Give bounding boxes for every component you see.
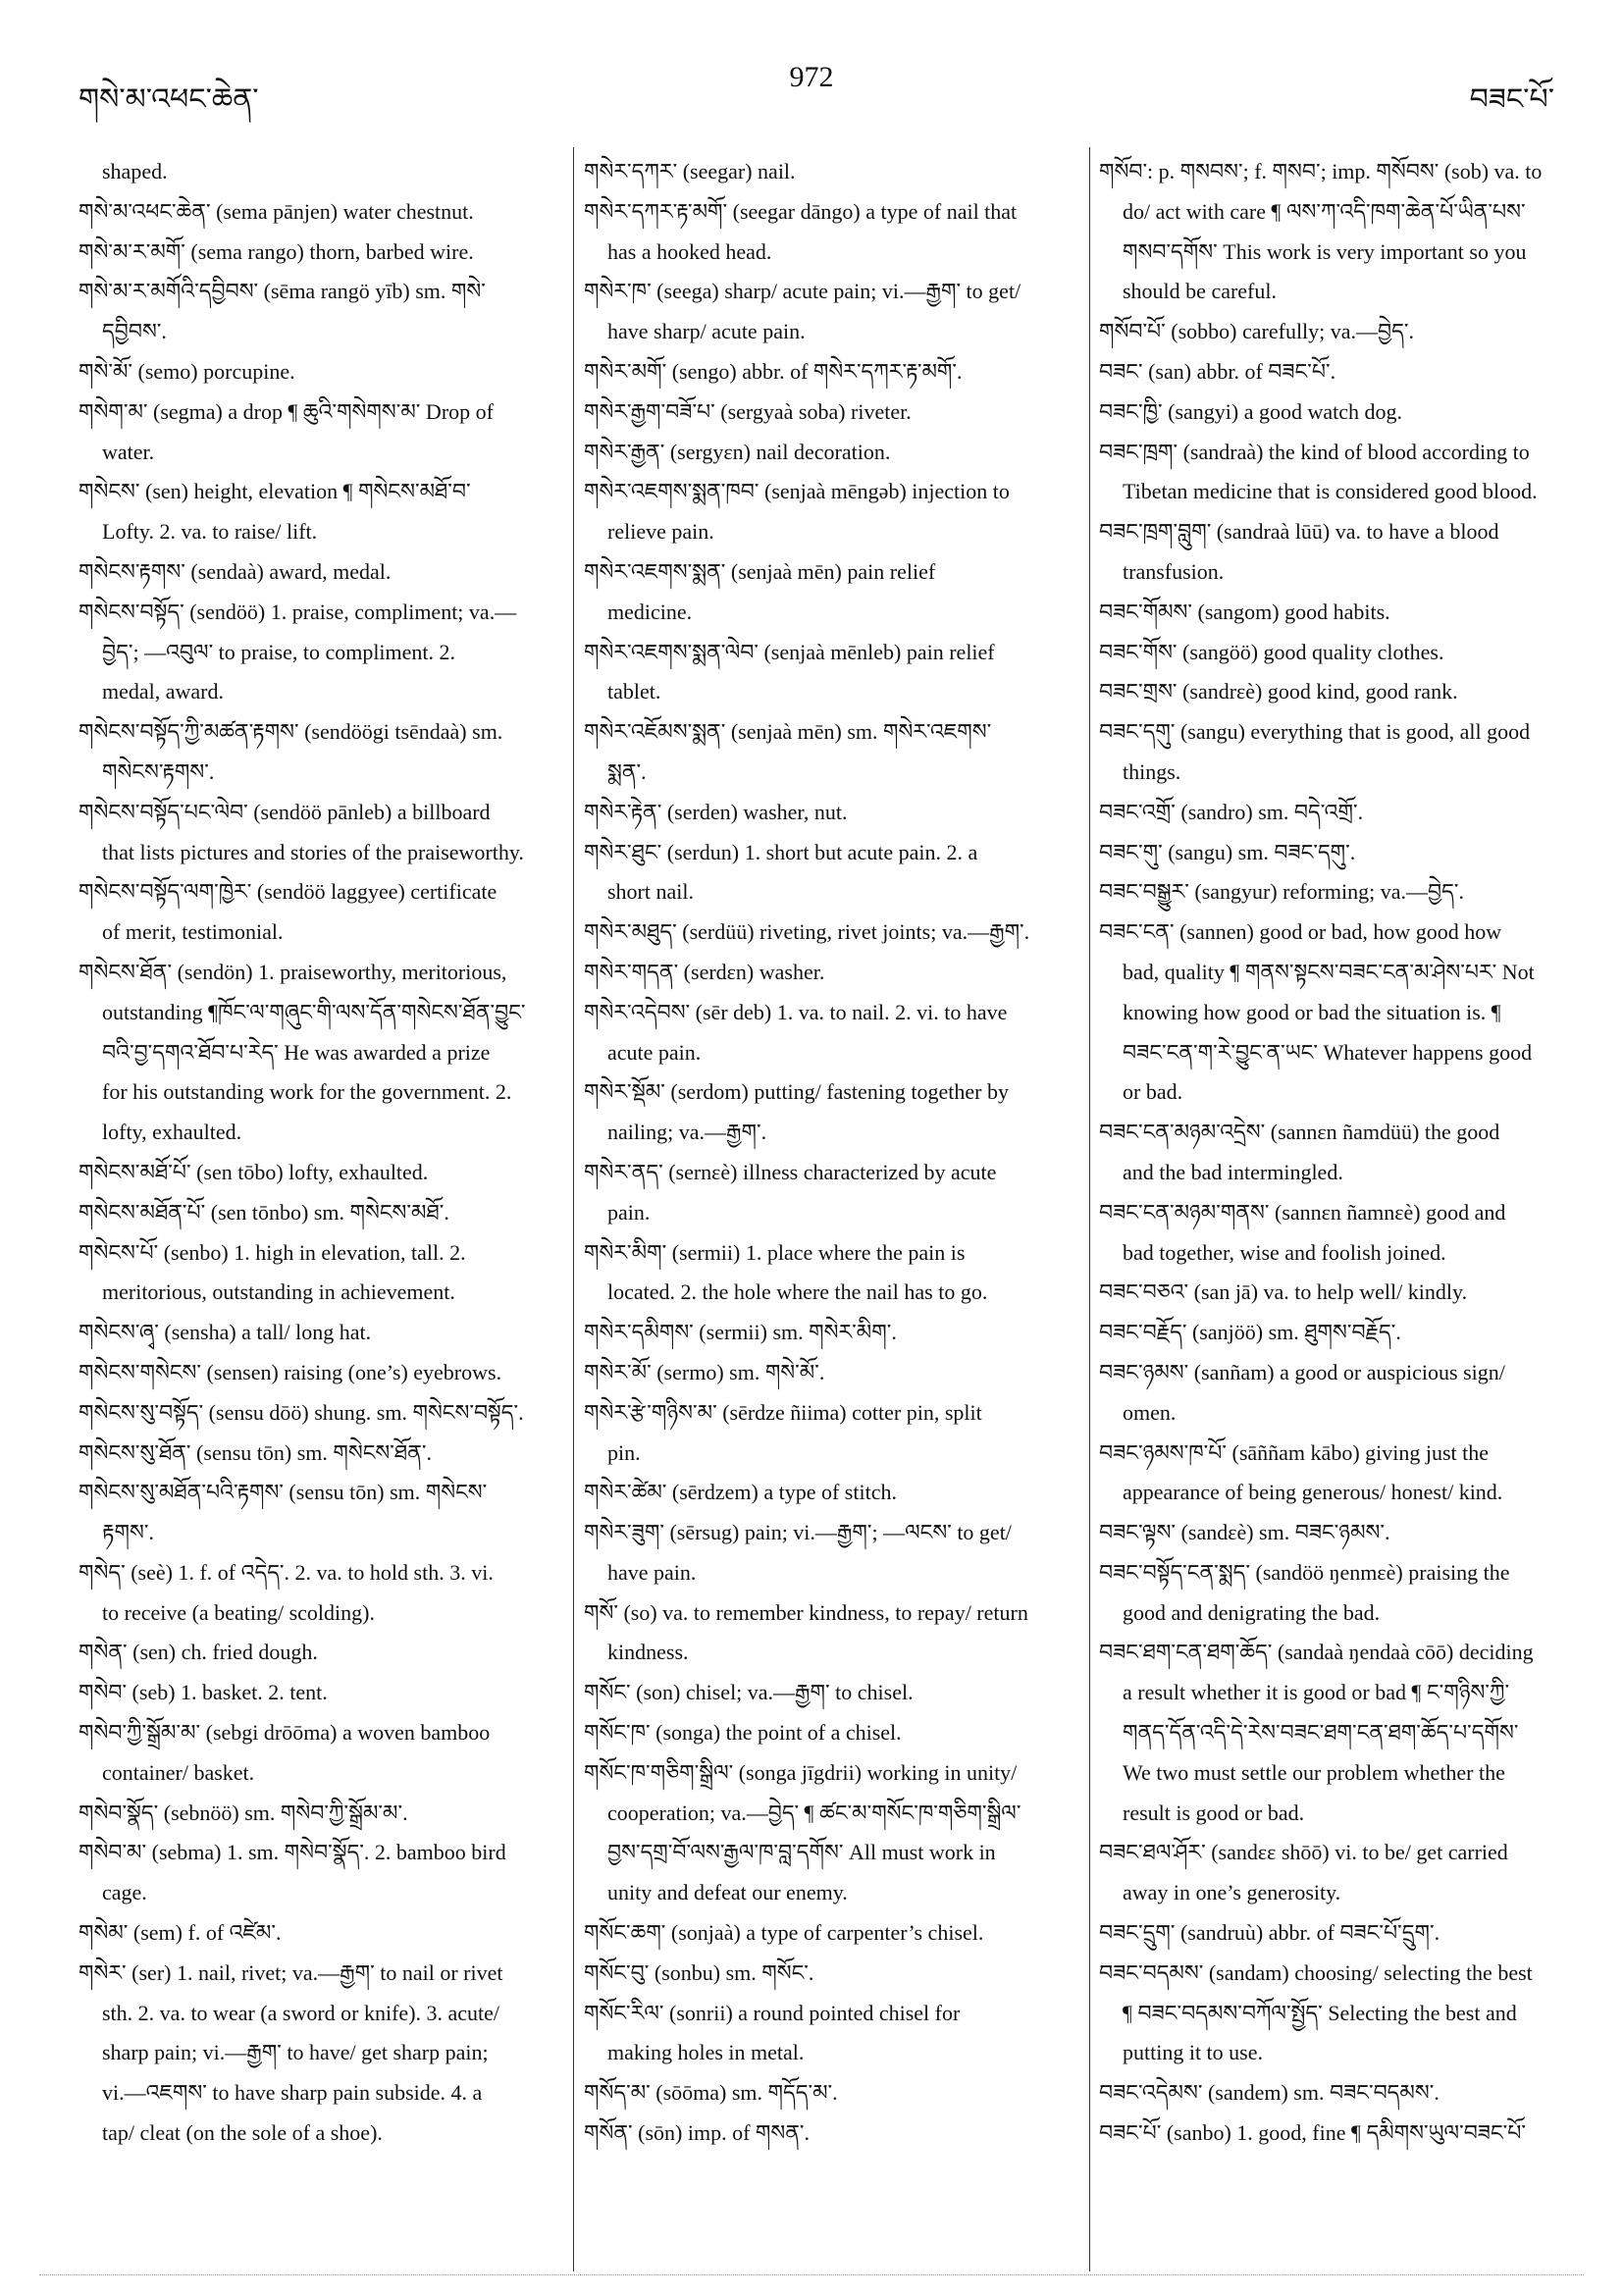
entry-headword-line: གསོང་ (son) chisel; va.—རྒྱག་ to chisel. — [584, 1680, 914, 1705]
entry-headword-line: གསེངས་བསྟོད་ལག་ཁྱེར་ (sendöö laggyee) certificate — [79, 879, 497, 905]
entry-continuation-line: We two must settle our problem whether the — [1123, 1759, 1505, 1785]
entry-headword-line: བཟང་ཐལ་ཤོར་ (sandεε shōō) vi. to be/ get carried — [1099, 1840, 1508, 1865]
entry-headword-line: གསོབ་པོ་ (sobbo) carefully; va.—བྱེད་. — [1099, 319, 1415, 344]
page-bottom-edge — [39, 2274, 1584, 2275]
entry-headword-line: གསེར་རྒྱན་ (sergyεn) nail decoration. — [584, 439, 891, 464]
entry-continuation-line: transfusion. — [1123, 558, 1225, 584]
entry-continuation-line: and the bad intermingled. — [1123, 1159, 1343, 1184]
entry-continuation-line: གསེངས་རྟགས་. — [102, 758, 215, 784]
entry-headword-line: གསོབ་: p. གསབས་; f. གསབ་; imp. གསོབས་ (sob) va. to — [1099, 159, 1543, 183]
entry-headword-line: བཟང་ཁྲག་ (sandraà) the kind of blood according to — [1099, 439, 1530, 464]
entry-continuation-line: things. — [1123, 758, 1181, 784]
entry-headword-line: གསེངས་བསྟོད་ (sendöö) 1. praise, compliment; va.— — [79, 599, 517, 624]
entry-headword-line: བཟང་ (san) abbr. of བཟང་པོ་. — [1099, 358, 1336, 384]
entry-continuation-line: result is good or bad. — [1123, 1800, 1305, 1825]
entry-headword-line: གསེངས་མཐོ་པོ་ (sen tōbo) lofty, exhaulted. — [79, 1159, 429, 1184]
entry-continuation-line: should be careful. — [1123, 279, 1277, 304]
entry-headword-line: གསེངས་སུ་བསྟོད་ (sensu dōö) shung. sm. གསེངས་བསྟོད་. — [79, 1399, 524, 1425]
entry-headword-line: གསེན་ (sen) ch. fried dough. — [79, 1640, 318, 1665]
running-head-right: བཟང་པོ་ — [1469, 83, 1554, 116]
entry-continuation-line: of merit, testimonial. — [102, 919, 284, 945]
entry-headword-line: གསེར་ཚེམ་ (sērdzem) a type of stitch. — [584, 1480, 897, 1505]
entry-continuation-line: to receive (a beating/ scolding). — [102, 1599, 375, 1625]
entry-headword-line: བཟང་དྲུག་ (sandruù) abbr. of བཟང་པོ་དྲུག་. — [1099, 1920, 1440, 1946]
entry-continuation-line: container/ basket. — [102, 1759, 255, 1785]
entry-headword-line: བཟང་ཁྱི་ (sangyi) a good watch dog. — [1099, 398, 1402, 424]
entry-headword-line: གསེར་ཐུང་ (serdun) 1. short but acute pain. 2. a — [584, 839, 978, 864]
entry-continuation-line: bad, quality ¶ གནས་སྟངས་བཟང་ངན་མ་ཤེས་པར་ Not — [1123, 959, 1535, 984]
entry-headword-line: བཟང་བཅའ་ (san jā) va. to help well/ kindly. — [1099, 1279, 1468, 1305]
entry-continuation-line: relieve pain. — [607, 519, 714, 545]
entry-headword-line: བཟང་གྲས་ (sandrεè) good kind, good rank. — [1099, 679, 1458, 704]
entry-continuation-line: pain. — [607, 1199, 651, 1225]
entry-headword-line: གསེ་མ་ར་མགོ་ (sema rango) thorn, barbed wire. — [79, 238, 474, 264]
entry-headword-line: གསེངས་བསྟོད་པང་ལེབ་ (sendöö pānleb) a billboard — [79, 799, 491, 824]
entry-continuation-line: bad together, wise and foolish joined. — [1123, 1239, 1446, 1265]
entry-headword-line: བཟང་འདེམས་ (sandem) sm. བཟང་བདམས་. — [1099, 2080, 1440, 2106]
entry-continuation-line: ¶ བཟང་བདམས་བཀོལ་སྤྱོད་ Selecting the best and — [1123, 2000, 1517, 2025]
entry-headword-line: གསེར་རྒྱག་བཟོ་པ་ (sergyaà soba) riveter. — [584, 398, 912, 424]
entry-headword-line: གསོང་བུ་ (sonbu) sm. གསོང་. — [584, 1959, 814, 1985]
entry-continuation-line: away in one’s generosity. — [1123, 1880, 1341, 1905]
entry-headword-line: གསེར་ནད་ (sernεè) illness characterized by acute — [584, 1159, 997, 1184]
entry-continuation-line: have pain. — [607, 1559, 697, 1585]
entry-continuation-line: གནད་དོན་འདི་དེ་རེས་བཟང་ཐག་ངན་ཐག་ཆོད་པ་དགོས་ — [1123, 1720, 1519, 1746]
entry-continuation-line: cage. — [102, 1880, 147, 1905]
entry-headword-line: གསེར་དམིགས་ (sermii) sm. གསེར་མིག་. — [584, 1320, 897, 1345]
entry-continuation-line: pin. — [607, 1439, 641, 1465]
entry-headword-line: གསོང་རིལ་ (sonrii) a round pointed chisel for — [584, 2000, 961, 2025]
entry-continuation-line: a result whether it is good or bad ¶ ང་གཉིས་ཀྱི་ — [1123, 1680, 1510, 1705]
entry-headword-line: གསེར་མགོ་ (sengo) abbr. of གསེར་དཀར་རྟ་མགོ་. — [584, 358, 963, 384]
entry-continuation-line: བྱེད་; —འབུལ་ to praise, to compliment. 2. — [102, 639, 456, 664]
entry-column-right — [1099, 152, 1595, 2154]
entry-headword-line: གསོན་ (sōn) imp. of གསན་. — [584, 2120, 811, 2146]
entry-headword-line: གསེངས་སུ་ཐོན་ (sensu tōn) sm. གསེངས་ཐོན་. — [79, 1439, 432, 1465]
entry-continuation-line: kindness. — [607, 1640, 689, 1665]
entry-continuation-line: have sharp/ acute pain. — [607, 319, 806, 344]
entry-continuation-line: located. 2. the hole where the nail has to go. — [607, 1279, 988, 1305]
entry-continuation-line: for his outstanding work for the government. 2. — [102, 1079, 512, 1105]
entry-headword-line: གསེབ་ (seb) 1. basket. 2. tent. — [79, 1680, 328, 1705]
entry-headword-line: གསེག་མ་ (segma) a drop ¶ ཆུའི་གསེགས་མ་ Drop of — [79, 398, 494, 424]
entry-headword-line: གསེ་མ་འཕང་ཆེན་ (sema pānjen) water chestnut. — [79, 198, 474, 224]
entry-headword-line: གསོང་ཁ་གཅིག་སྒྲིལ་ (songa jīgdrii) working in unity/ — [584, 1759, 1018, 1785]
entry-headword-line: བཟང་བདམས་ (sandam) choosing/ selecting the best — [1099, 1959, 1533, 1985]
entry-continuation-line: water. — [102, 439, 155, 464]
entry-continuation-line: tap/ cleat (on the sole of a shoe). — [102, 2120, 383, 2146]
entry-headword-line: གསེར་དཀར་ (seegar) nail. — [584, 159, 796, 183]
entry-continuation-line: unity and defeat our enemy. — [607, 1880, 848, 1905]
entry-continuation-line: tablet. — [607, 679, 661, 704]
entry-continuation-line: putting it to use. — [1123, 2040, 1263, 2065]
entry-headword-line: གསེ་མོ་ (semo) porcupine. — [79, 358, 295, 384]
entry-continuation-line: བཟང་ངན་ག་རེ་བྱུང་ན་ཡང་ Whatever happens good — [1123, 1039, 1533, 1065]
entry-continuation-line: or bad. — [1123, 1079, 1183, 1105]
entry-headword-line: གསེར་གདན་ (serdεn) washer. — [584, 959, 825, 984]
entry-headword-line: བཟང་གུ་ (sangu) sm. བཟང་དགུ་. — [1099, 839, 1356, 864]
entry-continuation-line: གསབ་དགོས་ This work is very important so you — [1123, 238, 1527, 264]
entry-continuation-line: do/ act with care ¶ ལས་ཀ་འདི་ཁག་ཆེན་པོ་ཡིན་པས་ — [1123, 198, 1526, 224]
entry-continuation-line: cooperation; va.—བྱེད་ ¶ ཚང་མ་གསོང་ཁ་གཅིག་སྒྲིལ་ — [607, 1800, 1021, 1825]
entry-continuation-line: short nail. — [607, 879, 694, 905]
entry-headword-line: བཟང་གོམས་ (sangom) good habits. — [1099, 599, 1390, 624]
entry-headword-line: བཟང་གོས་ (sangöö) good quality clothes. — [1099, 639, 1444, 664]
entry-continuation-line: shaped. — [102, 159, 168, 183]
entry-headword-line: གསེར་འཇགས་སྨན་ལེབ་ (senjaà mēnleb) pain relief — [584, 639, 995, 664]
entry-continuation-line: Lofty. 2. va. to raise/ lift. — [102, 519, 318, 545]
entry-headword-line: གསེར་ (ser) 1. nail, rivet; va.—རྒྱག་ to nail or rivet — [79, 1959, 503, 1985]
entry-headword-line: གསེར་ཁ་ (seega) sharp/ acute pain; vi.—རྒྱག་ to get/ — [584, 279, 1021, 304]
entry-headword-line: གསེར་མིག་ (sermii) 1. place where the pain is — [584, 1239, 966, 1265]
entry-headword-line: བཟང་ཁྲག་བླུག་ (sandraà lūū) va. to have a blood — [1099, 519, 1499, 545]
entry-headword-line: བཟང་ངན་ (sannen) good or bad, how good how — [1099, 919, 1502, 945]
entry-continuation-line: appearance of being generous/ honest/ kind. — [1123, 1480, 1503, 1505]
entry-headword-line: གསེངས་གསེངས་ (sensen) raising (one’s) eyebrows. — [79, 1359, 502, 1384]
entry-headword-line: བཟང་ངན་མཉམ་གནས་ (sannεn ñamnεè) good and — [1099, 1199, 1506, 1225]
entry-headword-line: བཟང་ཐག་ངན་ཐག་ཆོད་ (sandaà ŋendaà cōō) deciding — [1099, 1640, 1534, 1665]
entry-continuation-line: medal, award. — [102, 679, 224, 704]
entry-continuation-line: རྟགས་. — [102, 1520, 154, 1545]
entry-continuation-line: acute pain. — [607, 1039, 702, 1065]
entry-continuation-line: sharp pain; vi.—རྒྱག་ to have/ get sharp pain; — [102, 2040, 489, 2065]
entry-headword-line: གསེམ་ (sem) f. of འཛེམ་. — [79, 1920, 282, 1946]
entry-headword-line: གསེབ་ཀྱི་སྒྲོམ་མ་ (sebgi drōōma) a woven bamboo — [79, 1720, 491, 1746]
entry-headword-line: བཟང་པོ་ (sanbo) 1. good, fine ¶ དམིགས་ཡུལ་བཟང་པོ་ — [1099, 2120, 1527, 2146]
entry-headword-line: གསེངས་པོ་ (senbo) 1. high in elevation, tall. 2. — [79, 1239, 466, 1265]
entry-headword-line: གསེར་དཀར་རྟ་མགོ་ (seegar dāngo) a type of nail that — [584, 198, 1018, 224]
entry-continuation-line: སྨན་. — [607, 758, 647, 784]
entry-headword-line: གསེར་ཟུག་ (sērsug) pain; vi.—རྒྱག་; —ལངས་ to get/ — [584, 1520, 1012, 1545]
running-head-left: གསེ་མ་འཕང་ཆེན་ — [79, 83, 259, 116]
entry-headword-line: གསོང་ཆག་ (sonjaà) a type of carpenter’s chisel. — [584, 1920, 984, 1946]
entry-continuation-line: good and denigrating the bad. — [1123, 1599, 1381, 1625]
entry-headword-line: གསོང་ཁ་ (songa) the point of a chisel. — [584, 1720, 902, 1746]
entry-headword-line: གསེངས་རྟགས་ (sendaà) award, medal. — [79, 558, 392, 584]
entry-headword-line: གསེངས་ཞྭ་ (sensha) a tall/ long hat. — [79, 1320, 372, 1345]
entry-continuation-line: nailing; va.—རྒྱག་. — [607, 1120, 767, 1145]
entry-continuation-line: བྱས་དགྲ་བོ་ལས་རྒྱལ་ཁ་བླ་དགོས་ All must work in — [607, 1840, 996, 1865]
entry-headword-line: གསེ་མ་ར་མགོའི་དབྱིབས་ (sēma rangö yīb) sm. གསེ་ — [79, 279, 486, 304]
entry-headword-line: བཟང་བསྒྱུར་ (sangyur) reforming; va.—བྱེད་. — [1099, 879, 1464, 905]
entry-headword-line: གསེར་འདེབས་ (sēr deb) 1. va. to nail. 2. vi. to have — [584, 999, 1008, 1024]
entry-headword-line: བཟང་ཉམས་ (sanñam) a good or auspicious sign/ — [1099, 1359, 1505, 1384]
entry-headword-line: བཟང་ངན་མཉམ་འདྲེས་ (sannεn ñamdüü) the good — [1099, 1120, 1500, 1145]
entry-headword-line: གསེར་འཇགས་སྨན་ (senjaà mēn) pain relief — [584, 558, 936, 584]
entry-headword-line: གསེར་མཐུད་ (serdüü) riveting, rivet joints; va.—རྒྱག་. — [584, 919, 1030, 945]
entry-continuation-line: དབྱིབས་. — [102, 319, 167, 344]
entry-headword-line: གསེར་འཇགས་སྨན་ཁབ་ (senjaà mēngəb) injection to — [584, 479, 1010, 504]
entry-headword-line: གསེར་འཇོམས་སྨན་ (senjaà mēn) sm. གསེར་འཇགས་ — [584, 719, 992, 745]
entry-continuation-line: medicine. — [607, 599, 693, 624]
entry-column-left — [79, 152, 569, 2154]
entry-continuation-line: omen. — [1123, 1399, 1177, 1425]
entry-continuation-line: vi.—འཇགས་ to have sharp pain subside. 4. a — [102, 2080, 483, 2106]
entry-headword-line: བཟང་འགྲོ་ (sandro) sm. བདེ་འགྲོ་. — [1099, 799, 1364, 824]
entry-headword-line: གསེབ་མ་ (sebma) 1. sm. གསེབ་སྣོད་. 2. bamboo bird — [79, 1840, 506, 1865]
entry-continuation-line: sth. 2. va. to wear (a sword or knife). 3. acute/ — [102, 2000, 500, 2025]
entry-headword-line: གསེར་རྩེ་གཉིས་མ་ (sērdze ñiima) cotter pin, split — [584, 1399, 982, 1425]
entry-headword-line: བཟང་ཉམས་ཁ་པོ་ (sāññam kābo) giving just the — [1099, 1439, 1490, 1465]
entry-headword-line: གསོ་ (so) va. to remember kindness, to repay/ return — [584, 1599, 1028, 1625]
entry-headword-line: གསེར་མོ་ (sermo) sm. གསེ་མོ་. — [584, 1359, 825, 1384]
entry-column-middle — [584, 152, 1084, 2154]
entry-continuation-line: Tibetan medicine that is considered good blood. — [1123, 479, 1538, 504]
entry-headword-line: གསེར་རྟེན་ (serden) washer, nut. — [584, 799, 848, 824]
entry-headword-line: གསེབ་སྣོད་ (sebnöö) sm. གསེབ་ཀྱི་སྒྲོམ་མ་. — [79, 1800, 408, 1825]
column-divider — [573, 147, 574, 2271]
entry-continuation-line: has a hooked head. — [607, 238, 772, 264]
entry-continuation-line: that lists pictures and stories of the praiseworthy. — [102, 839, 524, 864]
entry-continuation-line: making holes in metal. — [607, 2040, 805, 2065]
entry-headword-line: གསེངས་ཐོན་ (sendön) 1. praiseworthy, meritorious, — [79, 959, 507, 984]
entry-headword-line: གསོད་མ་ (sōōma) sm. གདོད་མ་. — [584, 2080, 838, 2106]
entry-headword-line: གསེད་ (seè) 1. f. of འདེད་. 2. va. to hold sth. 3. vi. — [79, 1559, 494, 1585]
entry-headword-line: བཟང་ལྟས་ (sandεè) sm. བཟང་ཉམས་. — [1099, 1520, 1390, 1545]
entry-headword-line: གསེར་སྡོམ་ (serdom) putting/ fastening together by — [584, 1079, 1010, 1105]
entry-continuation-line: lofty, exhaulted. — [102, 1120, 242, 1145]
entry-headword-line: བཟང་བརྗོད་ (sanjöö) sm. ཐུགས་བརྗོད་. — [1099, 1320, 1401, 1345]
entry-continuation-line: བའི་བྱ་དགའ་ཐོབ་པ་རེད་ He was awarded a prize — [102, 1039, 491, 1065]
entry-headword-line: གསེངས་བསྟོད་ཀྱི་མཚན་རྟགས་ (sendöögi tsēndaà) sm. — [79, 719, 503, 745]
entry-continuation-line: knowing how good or bad the situation is. ¶ — [1123, 999, 1501, 1024]
entry-continuation-line: meritorious, outstanding in achievement. — [102, 1279, 455, 1305]
entry-headword-line: གསེངས་སུ་མཐོན་པའི་རྟགས་ (sensu tōn) sm. གསེངས་ — [79, 1480, 488, 1505]
entry-headword-line: གསེངས་མཐོན་པོ་ (sen tōnbo) sm. གསེངས་མཐོ་. — [79, 1199, 449, 1225]
entry-headword-line: བཟང་བསྟོད་ངན་སྨད་ (sandöö ŋenmεè) praising the — [1099, 1559, 1510, 1585]
page-number: 972 — [789, 61, 834, 93]
entry-headword-line: གསེངས་ (sen) height, elevation ¶ གསེངས་མཐོ་བ་ — [79, 479, 471, 504]
entry-continuation-line: outstanding ¶ཁོང་ལ་གཞུང་གི་ལས་དོན་གསེངས་ཐོན་བྱུང་ — [102, 999, 526, 1024]
entry-headword-line: བཟང་དགུ་ (sangu) everything that is good, all good — [1099, 719, 1531, 745]
column-divider — [1089, 147, 1090, 2271]
